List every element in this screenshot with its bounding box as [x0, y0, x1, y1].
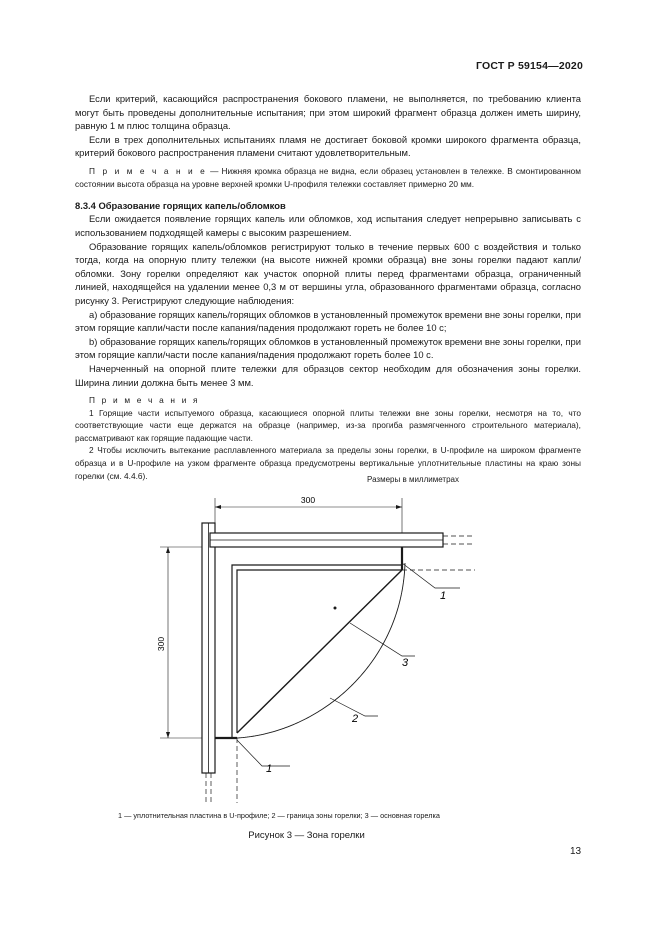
leader-3: [350, 623, 415, 656]
figure-legend: 1 — уплотнительная пластина в U-профиле; 2 — граница зоны горелки; 3 — основная горелка: [118, 811, 440, 820]
burner-edge: [242, 574, 398, 728]
burner-tip: [334, 607, 337, 610]
page-number: 13: [570, 846, 582, 857]
note: [75, 165, 581, 192]
paragraph: Образование горящих капель/обломков регистрируют только в течение первых 600 с воздействия и только тогда, когда на опорную плиту тележки (на высоте нижней кромки образца) вне зоны горелки падают капли/обломки. Зону горелки определяют как участок опорной плиты перед фрагментами образца, ограниченный линией, находящейся на удалении менее 0,3 м от вершины угла, образованного фрагментами образца, согласно рисунку 3. Регистрируют следующие наблюдения:: [75, 240, 581, 306]
figure-drawing: [140, 488, 490, 808]
arrow: [396, 505, 402, 509]
note-item: 2 Чтобы исключить вытекание расплавленного материала за пределы зоны горелки, в U-профиле на широком фрагменте образца и в U-профиле на узком фрагменте образца предусмотрены вертикальные уплотнительные пластины на краю зоны горелки (см. 4.4.6).: [75, 445, 581, 481]
label-1-bottom: 1: [266, 763, 273, 775]
body-text: [75, 92, 581, 482]
section-title: 8.3.4 Образование горящих капель/обломков: [75, 199, 286, 211]
leader-1-top: [402, 563, 460, 588]
label-3: 3: [402, 657, 409, 669]
label-2: 2: [352, 713, 359, 725]
arrow: [215, 505, 221, 509]
note-label: П р и м е ч а н и е: [89, 165, 207, 176]
notes-label: П р и м е ч а н и я: [89, 395, 200, 406]
note-text: — Нижняя кромка образца не видна, если образец установлен в тележке. В смонтированном состоянии высота образца на уровне верхней кромки U-профиля тележки составляет примерно 20 мм.: [75, 165, 581, 190]
paragraph: Если ожидается появление горящих капель или обломков, ход испытания следует непрерывно записывать с использованием подходящей камеры с высоким разрешением.: [75, 213, 581, 238]
paragraph: Если в трех дополнительных испытаниях пламя не достигает боковой кромки широкого фрагмента образца, критерий бокового распространения пламени считают удовлетворительным.: [75, 133, 581, 159]
dim-vertical-label: 300: [156, 636, 166, 652]
notes-block: [75, 394, 581, 482]
dimensions-note: Размеры в миллиметрах: [367, 475, 459, 484]
note-item: 1 Горящие части испытуемого образца, касающиеся опорной плиты тележки вне зоны горелки, несмотря на то, что соответствующие части еще держатся на образце (например, из-за прогиба размягченного строительного материала), рассматривают как горящие падающие части.: [75, 407, 581, 443]
list-item: a) образование горящих капель/горящих обломков в установленный промежуток времени вне зоны горелки, при этом горящие капли/части после капания/падения продолжают гореть не более 10 с;: [75, 308, 581, 334]
dim-horizontal-label: 300: [300, 495, 316, 505]
paragraph: Если критерий, касающийся распространения бокового пламени, не выполняется, по требованию клиента могут быть проведены дополнительные испытания; при этом широкий фрагмент образца должен иметь ширину, равную 1 м плюс толщина образца.: [75, 93, 581, 132]
arrow: [166, 732, 170, 738]
figure-caption: [0, 830, 661, 841]
figure-burner-zone: [140, 488, 490, 808]
paragraph: Начерченный на опорной плите тележки для образцов сектор необходим для обозначения зоны горелки. Ширина линии должна быть менее 3 мм.: [75, 362, 581, 388]
figure-caption-text: Рисунок 3 — Зона горелки: [248, 830, 365, 841]
leader-1-bottom: [237, 740, 290, 766]
list-item: b) образование горящих капель/горящих обломков в установленный промежуток времени вне зоны горелки, при этом горящие капли/части после капания/падения продолжают гореть более 10 с.: [75, 335, 581, 361]
document-id: ГОСТ Р 59154—2020: [475, 60, 583, 72]
arrow: [166, 547, 170, 553]
label-1-top: 1: [440, 590, 447, 602]
